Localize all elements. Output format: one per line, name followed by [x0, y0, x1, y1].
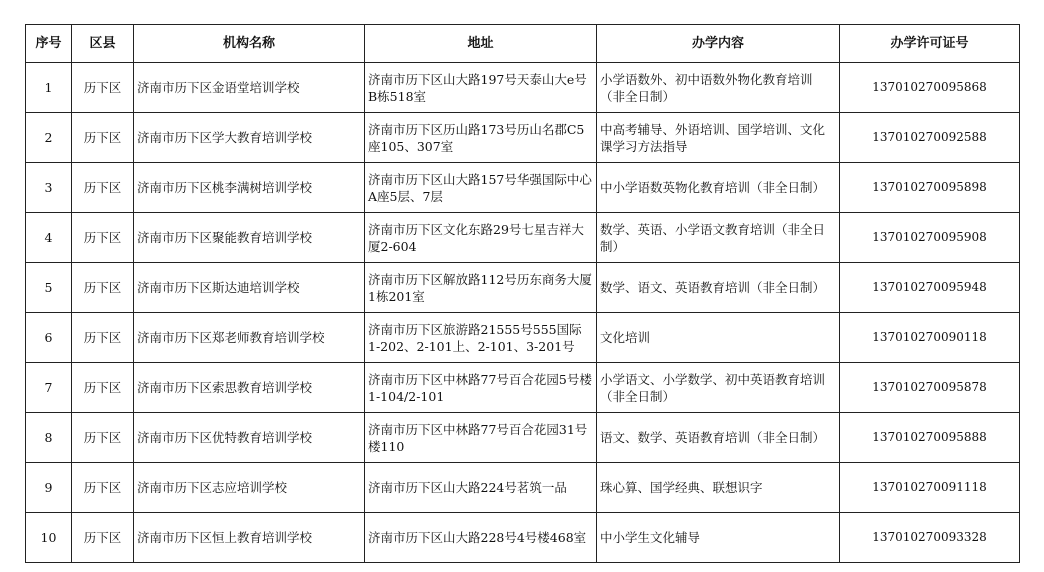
cell-num: 2 — [26, 113, 72, 163]
cell-address: 济南市历下区山大路228号4号楼468室 — [365, 513, 597, 563]
cell-district: 历下区 — [72, 313, 134, 363]
cell-address: 济南市历下区中林路77号百合花园5号楼1-104/2-101 — [365, 363, 597, 413]
table-row — [26, 163, 1020, 213]
cell-num: 9 — [26, 463, 72, 513]
cell-content: 文化培训 — [597, 313, 840, 363]
cell-content: 小学语数外、初中语数外物化教育培训（非全日制） — [597, 63, 840, 113]
cell-content: 中高考辅导、外语培训、国学培训、文化课学习方法指导 — [597, 113, 840, 163]
cell-license: 137010270095868 — [840, 63, 1020, 113]
cell-num: 8 — [26, 413, 72, 463]
table-row — [26, 113, 1020, 163]
cell-content: 珠心算、国学经典、联想识字 — [597, 463, 840, 513]
cell-name: 济南市历下区斯达迪培训学校 — [134, 263, 365, 313]
cell-name: 济南市历下区索思教育培训学校 — [134, 363, 365, 413]
cell-num: 1 — [26, 63, 72, 113]
cell-address: 济南市历下区历山路173号历山名郡C5座105、307室 — [365, 113, 597, 163]
cell-num: 5 — [26, 263, 72, 313]
cell-district: 历下区 — [72, 113, 134, 163]
cell-district: 历下区 — [72, 463, 134, 513]
cell-name: 济南市历下区学大教育培训学校 — [134, 113, 365, 163]
cell-address: 济南市历下区旅游路21555号555国际1-202、2-101上、2-101、3-201号 — [365, 313, 597, 363]
cell-num: 3 — [26, 163, 72, 213]
cell-content: 数学、语文、英语教育培训（非全日制） — [597, 263, 840, 313]
cell-num: 10 — [26, 513, 72, 563]
cell-license: 137010270095898 — [840, 163, 1020, 213]
header-row — [26, 25, 1020, 63]
cell-license: 137010270091118 — [840, 463, 1020, 513]
cell-name: 济南市历下区聚能教育培训学校 — [134, 213, 365, 263]
cell-license: 137010270095878 — [840, 363, 1020, 413]
cell-address: 济南市历下区文化东路29号七星吉祥大厦2-604 — [365, 213, 597, 263]
cell-name: 济南市历下区恒上教育培训学校 — [134, 513, 365, 563]
cell-content: 语文、数学、英语教育培训（非全日制） — [597, 413, 840, 463]
table-row — [26, 463, 1020, 513]
cell-license: 137010270093328 — [840, 513, 1020, 563]
cell-name: 济南市历下区优特教育培训学校 — [134, 413, 365, 463]
cell-name: 济南市历下区金语堂培训学校 — [134, 63, 365, 113]
cell-district: 历下区 — [72, 63, 134, 113]
table-row — [26, 363, 1020, 413]
cell-license: 137010270095948 — [840, 263, 1020, 313]
cell-district: 历下区 — [72, 213, 134, 263]
header-license: 办学许可证号 — [840, 25, 1020, 63]
cell-license: 137010270095908 — [840, 213, 1020, 263]
cell-district: 历下区 — [72, 513, 134, 563]
table-row — [26, 63, 1020, 113]
table-row — [26, 413, 1020, 463]
cell-district: 历下区 — [72, 363, 134, 413]
cell-name: 济南市历下区志应培训学校 — [134, 463, 365, 513]
header-district: 区县 — [72, 25, 134, 63]
cell-content: 数学、英语、小学语文教育培训（非全日制） — [597, 213, 840, 263]
cell-content: 中小学语数英物化教育培训（非全日制） — [597, 163, 840, 213]
cell-address: 济南市历下区山大路157号华强国际中心A座5层、7层 — [365, 163, 597, 213]
cell-name: 济南市历下区郑老师教育培训学校 — [134, 313, 365, 363]
cell-license: 137010270090118 — [840, 313, 1020, 363]
cell-license: 137010270095888 — [840, 413, 1020, 463]
institution-table — [25, 24, 1020, 563]
cell-address: 济南市历下区山大路197号天泰山大e号B栋518室 — [365, 63, 597, 113]
institution-table-wrapper — [25, 24, 1020, 563]
table-body — [26, 63, 1020, 563]
header-name: 机构名称 — [134, 25, 365, 63]
cell-address: 济南市历下区中林路77号百合花园31号楼110 — [365, 413, 597, 463]
cell-address: 济南市历下区解放路112号历东商务大厦1栋201室 — [365, 263, 597, 313]
cell-num: 6 — [26, 313, 72, 363]
cell-district: 历下区 — [72, 163, 134, 213]
table-row — [26, 513, 1020, 563]
table-row — [26, 213, 1020, 263]
cell-content: 中小学生文化辅导 — [597, 513, 840, 563]
header-content: 办学内容 — [597, 25, 840, 63]
cell-name: 济南市历下区桃李满树培训学校 — [134, 163, 365, 213]
table-row — [26, 263, 1020, 313]
cell-license: 137010270092588 — [840, 113, 1020, 163]
cell-district: 历下区 — [72, 413, 134, 463]
header-num: 序号 — [26, 25, 72, 63]
cell-district: 历下区 — [72, 263, 134, 313]
header-address: 地址 — [365, 25, 597, 63]
cell-num: 4 — [26, 213, 72, 263]
cell-num: 7 — [26, 363, 72, 413]
cell-address: 济南市历下区山大路224号茗筑一品 — [365, 463, 597, 513]
table-row — [26, 313, 1020, 363]
cell-content: 小学语文、小学数学、初中英语教育培训（非全日制） — [597, 363, 840, 413]
